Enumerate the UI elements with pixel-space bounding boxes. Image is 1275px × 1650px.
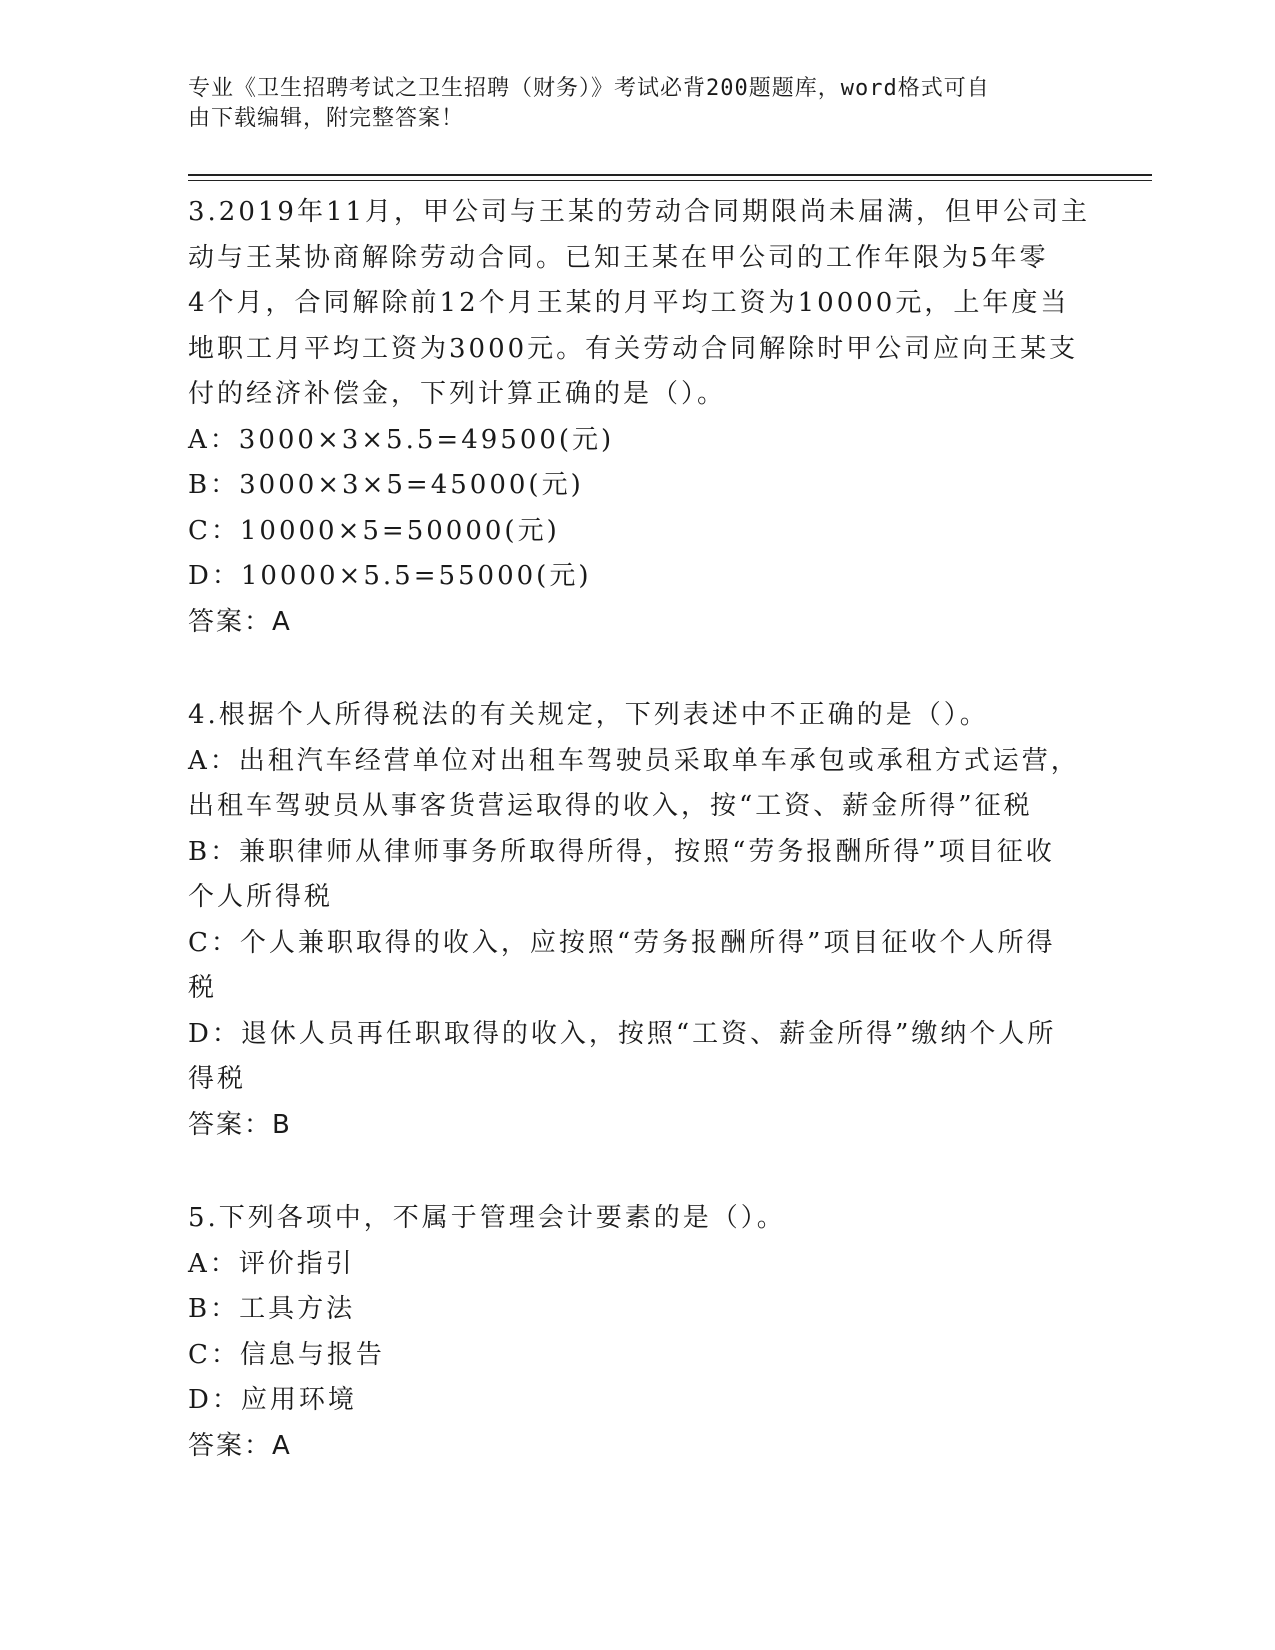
option-line: A：3000×3×5.5=49500(元): [188, 424, 615, 455]
option-line: 出租车驾驶员从事客货营运取得的收入，按“工资、薪金所得”征税: [188, 791, 1033, 821]
option-line: A：出租汽车经营单位对出租车驾驶员采取单车承包或承租方式运营，: [188, 745, 1080, 776]
answer-label: 答案：A: [188, 606, 292, 637]
option-line: C：个人兼职取得的收入，应按照“劳务报酬所得”项目征收个人所得: [188, 927, 1056, 958]
option-d: [188, 1378, 1088, 1424]
option-line: D：退休人员再任职取得的收入，按照“工资、薪金所得”缴纳个人所: [188, 1018, 1057, 1049]
option-line: 得税: [188, 1064, 247, 1094]
stem-line: 3.2019年11月，甲公司与王某的劳动合同期限尚未届满，但甲公司主: [188, 197, 1091, 227]
option-line: D：10000×5.5=55000(元): [188, 561, 592, 591]
question-4: [188, 693, 1088, 1148]
option-line: D：应用环境: [188, 1385, 357, 1415]
header-divider-thick: [188, 174, 1152, 176]
question-stem: [188, 693, 1088, 739]
option-line: A：评价指引: [188, 1248, 355, 1279]
option-line: 个人所得税: [188, 882, 334, 912]
header-line-1: 专业《卫生招聘考试之卫生招聘（财务）》考试必背200题题库，word格式可自: [188, 76, 990, 101]
answer-label: 答案：B: [188, 1109, 292, 1140]
option-b: [188, 1287, 1088, 1333]
option-d: [188, 554, 1088, 600]
option-d: [188, 1012, 1088, 1103]
header-divider-thin: [188, 180, 1152, 181]
option-a: [188, 739, 1088, 830]
question-stem: [188, 190, 1091, 418]
option-a: [188, 418, 1088, 464]
option-line: B：工具方法: [188, 1294, 356, 1324]
option-c: [188, 921, 1088, 1012]
stem-line: 动与王某协商解除劳动合同。已知王某在甲公司的工作年限为5年零: [188, 242, 1049, 273]
option-line: B：3000×3×5=45000(元): [188, 470, 584, 500]
document-header: [188, 74, 1068, 134]
stem-line: 4.根据个人所得税法的有关规定，下列表述中不正确的是（）。: [188, 700, 989, 730]
option-c: [188, 509, 1088, 555]
question-5: [188, 1196, 1088, 1469]
option-c: [188, 1333, 1088, 1379]
option-a: [188, 1242, 1088, 1288]
answer-label: 答案：A: [188, 1430, 292, 1461]
option-line: C：信息与报告: [188, 1339, 385, 1370]
question-stem: [188, 1196, 1088, 1242]
question-list: [188, 190, 1091, 1517]
option-line: C：10000×5=50000(元): [188, 515, 560, 546]
stem-line: 4个月，合同解除前12个月王某的月平均工资为10000元，上年度当: [188, 288, 1070, 318]
question-3: [188, 190, 1091, 645]
option-line: B：兼职律师从律师事务所取得所得，按照“劳务报酬所得”项目征收: [188, 836, 1055, 867]
header-line-2: 由下载编辑，附完整答案！: [188, 106, 465, 131]
stem-line: 付的经济补偿金，下列计算正确的是（）。: [188, 379, 727, 409]
option-line: 税: [188, 973, 218, 1003]
stem-line: 5.下列各项中，不属于管理会计要素的是（）。: [188, 1203, 786, 1233]
option-b: [188, 463, 1088, 509]
option-b: [188, 830, 1088, 921]
stem-line: 地职工月平均工资为3000元。有关劳动合同解除时甲公司应向王某支: [188, 333, 1079, 364]
